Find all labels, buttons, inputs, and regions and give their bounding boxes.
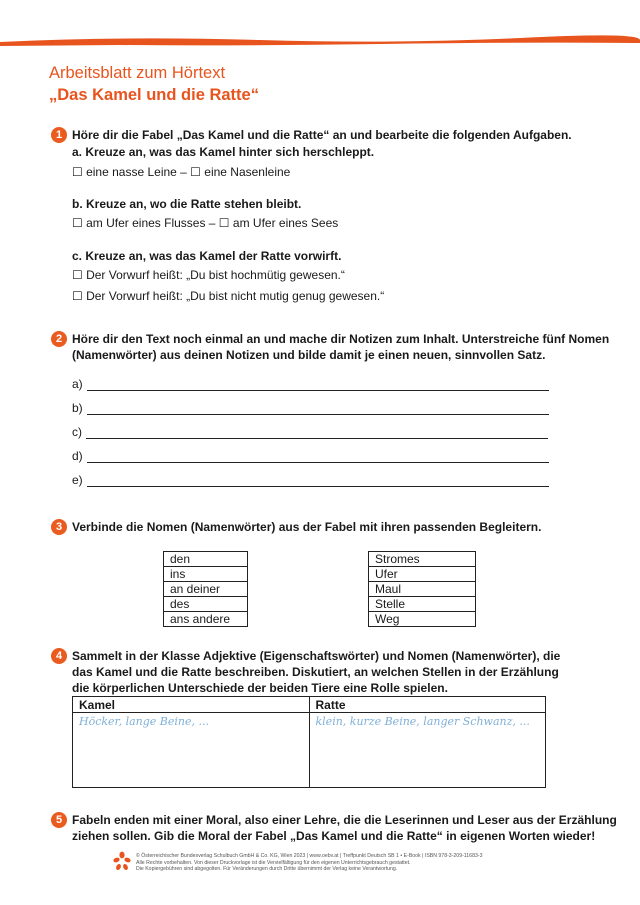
write-line[interactable] [87, 474, 549, 487]
task1-instruction: Höre dir die Fabel „Das Kamel und die Ratte“ an und bearbeite die folgenden Aufgaben. [72, 128, 572, 142]
task2-instruction-line2: (Namenwörter) aus deinen Notizen und bilde damit je einen neuen, sinnvollen Satz. [72, 348, 546, 362]
article-cell[interactable]: ins [164, 567, 248, 582]
articles-table [163, 551, 248, 627]
task4-number-badge: 4 [51, 648, 67, 664]
answer-line-e[interactable] [72, 473, 549, 487]
task1b-label: b. Kreuze an, wo die Ratte stehen bleibt. [72, 197, 302, 211]
task4-instruction-line3: die körperlichen Unterschiede der beiden Tiere eine Rolle spielen. [72, 681, 448, 695]
noun-cell[interactable]: Ufer [369, 567, 476, 582]
task3-instruction: Verbinde die Nomen (Namenwörter) aus der Fabel mit ihren passenden Begleitern. [72, 520, 542, 534]
table-row [369, 612, 476, 627]
task1a-label: a. Kreuze an, was das Kamel hinter sich herschleppt. [72, 145, 375, 159]
table-header-row [73, 697, 546, 713]
task1-number-badge: 1 [51, 127, 67, 143]
task5-number-badge: 5 [51, 812, 67, 828]
footer-line: Alle Rechte vorbehalten. Von dieser Druckvorlage ist die Vervielfältigung für den eigenen Unterrichtsgebrauch gestattet. [136, 859, 411, 866]
page-title-line2: „Das Kamel und die Ratte“ [49, 86, 259, 104]
task1c-label: c. Kreuze an, was das Kamel der Ratte vorwirft. [72, 249, 342, 263]
ratte-notes-cell[interactable] [309, 713, 546, 788]
table-row [164, 582, 248, 597]
table-row [369, 582, 476, 597]
noun-cell[interactable]: Weg [369, 612, 476, 627]
task4-instruction-line1: Sammelt in der Klasse Adjektive (Eigenschaftswörter) und Nomen (Namenwörter), die [72, 649, 561, 663]
task2-instruction-line1: Höre dir den Text noch einmal an und mache dir Notizen zum Inhalt. Unterstreiche fünf Nomen [72, 332, 610, 346]
write-line[interactable] [87, 450, 549, 463]
comparison-table [72, 696, 546, 788]
page-title-line1: Arbeitsblatt zum Hörtext [49, 64, 226, 82]
table-row [164, 567, 248, 582]
kamel-notes-cell[interactable] [73, 713, 310, 788]
table-row [164, 597, 248, 612]
task5-instruction-line2: ziehen sollen. Gib die Moral der Fabel „Das Kamel und die Ratte“ in eigenen Worten wieder! [72, 829, 596, 843]
table-row [369, 597, 476, 612]
table-row [164, 552, 248, 567]
table-row [369, 567, 476, 582]
task2-number-badge: 2 [51, 331, 67, 347]
task3-number-badge: 3 [51, 519, 67, 535]
noun-cell[interactable]: Stromes [369, 552, 476, 567]
header-decor-stripe [0, 34, 640, 48]
footer-line: Die Kopiergebühren sind abgegolten. Für Veränderungen durch Dritte übernimmt der Verlag keine Verantwortung. [136, 866, 398, 872]
column-header-ratte: Ratte [309, 697, 546, 713]
task1c-option2[interactable]: ☐ Der Vorwurf heißt: „Du bist nicht mutig genug gewesen.“ [72, 289, 385, 303]
answer-line-label: a) [72, 377, 83, 391]
task1a-options[interactable]: ☐ eine nasse Leine – ☐ eine Nasenleine [72, 165, 291, 179]
noun-cell[interactable]: Maul [369, 582, 476, 597]
column-header-kamel: Kamel [73, 697, 310, 713]
task5-instruction-line1: Fabeln enden mit einer Moral, also einer Lehre, die die Leserinnen und Leser aus der Erzählung [72, 813, 617, 827]
answer-line-label: b) [72, 401, 83, 415]
write-line[interactable] [86, 426, 548, 439]
task1c-option1[interactable]: ☐ Der Vorwurf heißt: „Du bist hochmütig gewesen.“ [72, 268, 345, 282]
table-row [164, 612, 248, 627]
ratte-example-text: klein, kurze Beine, langer Schwanz, ... [315, 715, 530, 728]
kamel-example-text: Höcker, lange Beine, ... [79, 715, 209, 728]
answer-line-c[interactable] [72, 425, 548, 439]
answer-line-d[interactable] [72, 449, 549, 463]
footer-copyright [136, 853, 516, 873]
table-row [73, 713, 546, 788]
article-cell[interactable]: des [164, 597, 248, 612]
answer-line-b[interactable] [72, 401, 549, 415]
answer-line-label: d) [72, 449, 83, 463]
answer-line-a[interactable] [72, 377, 549, 391]
task4-instruction-line2: das Kamel und die Ratte beschreiben. Diskutiert, an welchen Stellen in der Erzählung [72, 665, 559, 679]
article-cell[interactable]: den [164, 552, 248, 567]
article-cell[interactable]: an deiner [164, 582, 248, 597]
write-line[interactable] [87, 402, 549, 415]
answer-line-label: e) [72, 473, 83, 487]
answer-line-label: c) [72, 425, 82, 439]
nouns-table [368, 551, 476, 627]
publisher-logo-icon [113, 851, 131, 871]
article-cell[interactable]: ans andere [164, 612, 248, 627]
write-line[interactable] [87, 378, 549, 391]
task1b-options[interactable]: ☐ am Ufer eines Flusses – ☐ am Ufer eines Sees [72, 216, 339, 230]
footer-line: © Österreichischer Bundesverlag Schulbuch GmbH & Co. KG, Wien 2023 | www.oebv.at | Treffpunkt Deutsch SB 1 • E-Book | ISBN 978-3-209-11683-3 [136, 853, 483, 859]
table-row [369, 552, 476, 567]
noun-cell[interactable]: Stelle [369, 597, 476, 612]
